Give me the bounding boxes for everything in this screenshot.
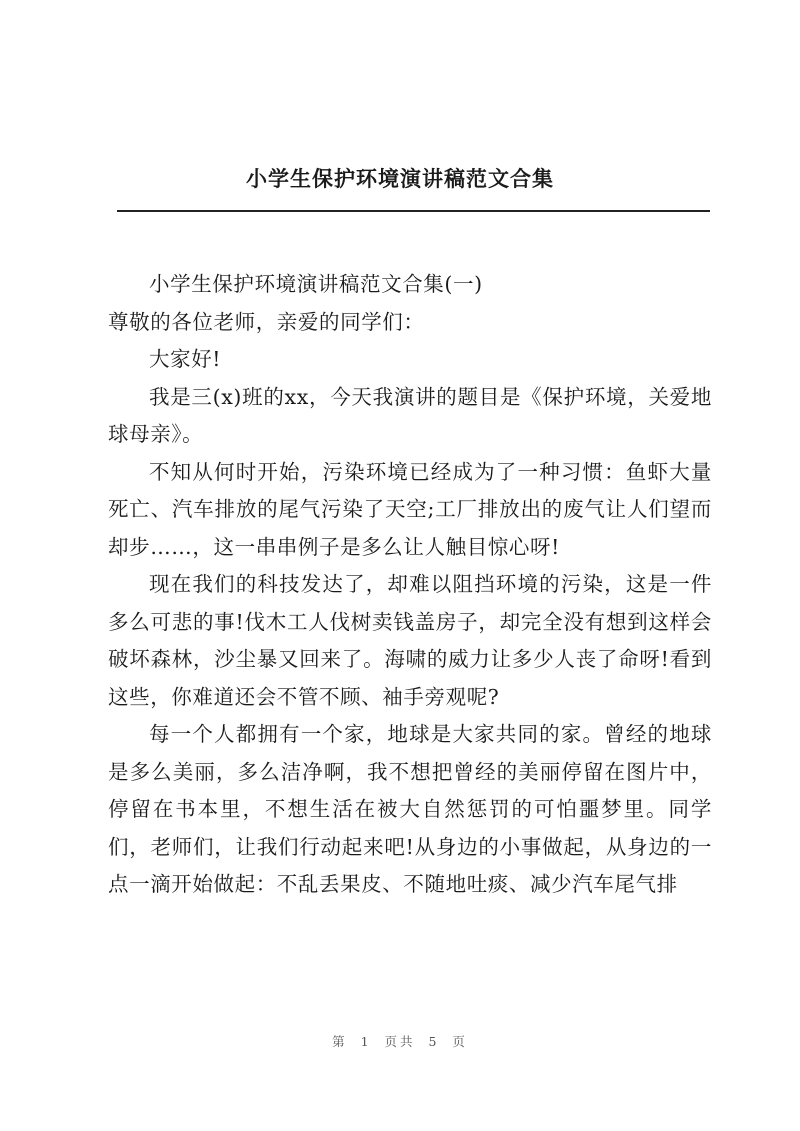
paragraph-call-to-action: 每一个人都拥有一个家，地球是大家共同的家。曾经的地球是多么美丽，多么洁净啊，我不想把曾经的美丽停留在图片中，停留在书本里，不想生活在被大自然惩罚的可怕噩梦里。同学们，老师们，让我们行动起来吧!从身边的小事做起，从身边的一点一滴开始做起：不乱丢果皮、不随地吐痰、减少汽车尾气排: [108, 722, 712, 896]
paragraph-subtitle: 小学生保护环境演讲稿范文合集(一): [149, 272, 483, 296]
page-number-footer: 第 1 页共 5 页: [332, 1034, 468, 1049]
paragraph-salutation: 尊敬的各位老师，亲爱的同学们：: [108, 309, 425, 334]
paragraph-pollution: 不知从何时开始，污染环境已经成为了一种习惯：鱼虾大量死亡、汽车排放的尾气污染了天空;工厂排放出的废气让人们望而却步……，这一串串例子是多么让人触目惊心呀!: [108, 459, 712, 559]
document-title: 小学生保护环境演讲稿范文合集: [246, 166, 554, 191]
paragraph-introduction: 我是三(x)班的xx，今天我演讲的题目是《保护环境，关爱地球母亲》。: [108, 384, 712, 446]
document-body: [108, 266, 712, 904]
paragraph-technology: 现在我们的科技发达了，却难以阻挡环境的污染，这是一件多么可悲的事!伐木工人伐树卖钱盖房子，却完全没有想到这样会破坏森林，沙尘暴又回来了。海啸的威力让多少人丧了命呀!看到这些，你难道还会不管不顾、袖手旁观呢?: [108, 572, 712, 709]
paragraph-greeting: 大家好!: [149, 347, 222, 371]
title-divider: [117, 210, 710, 212]
